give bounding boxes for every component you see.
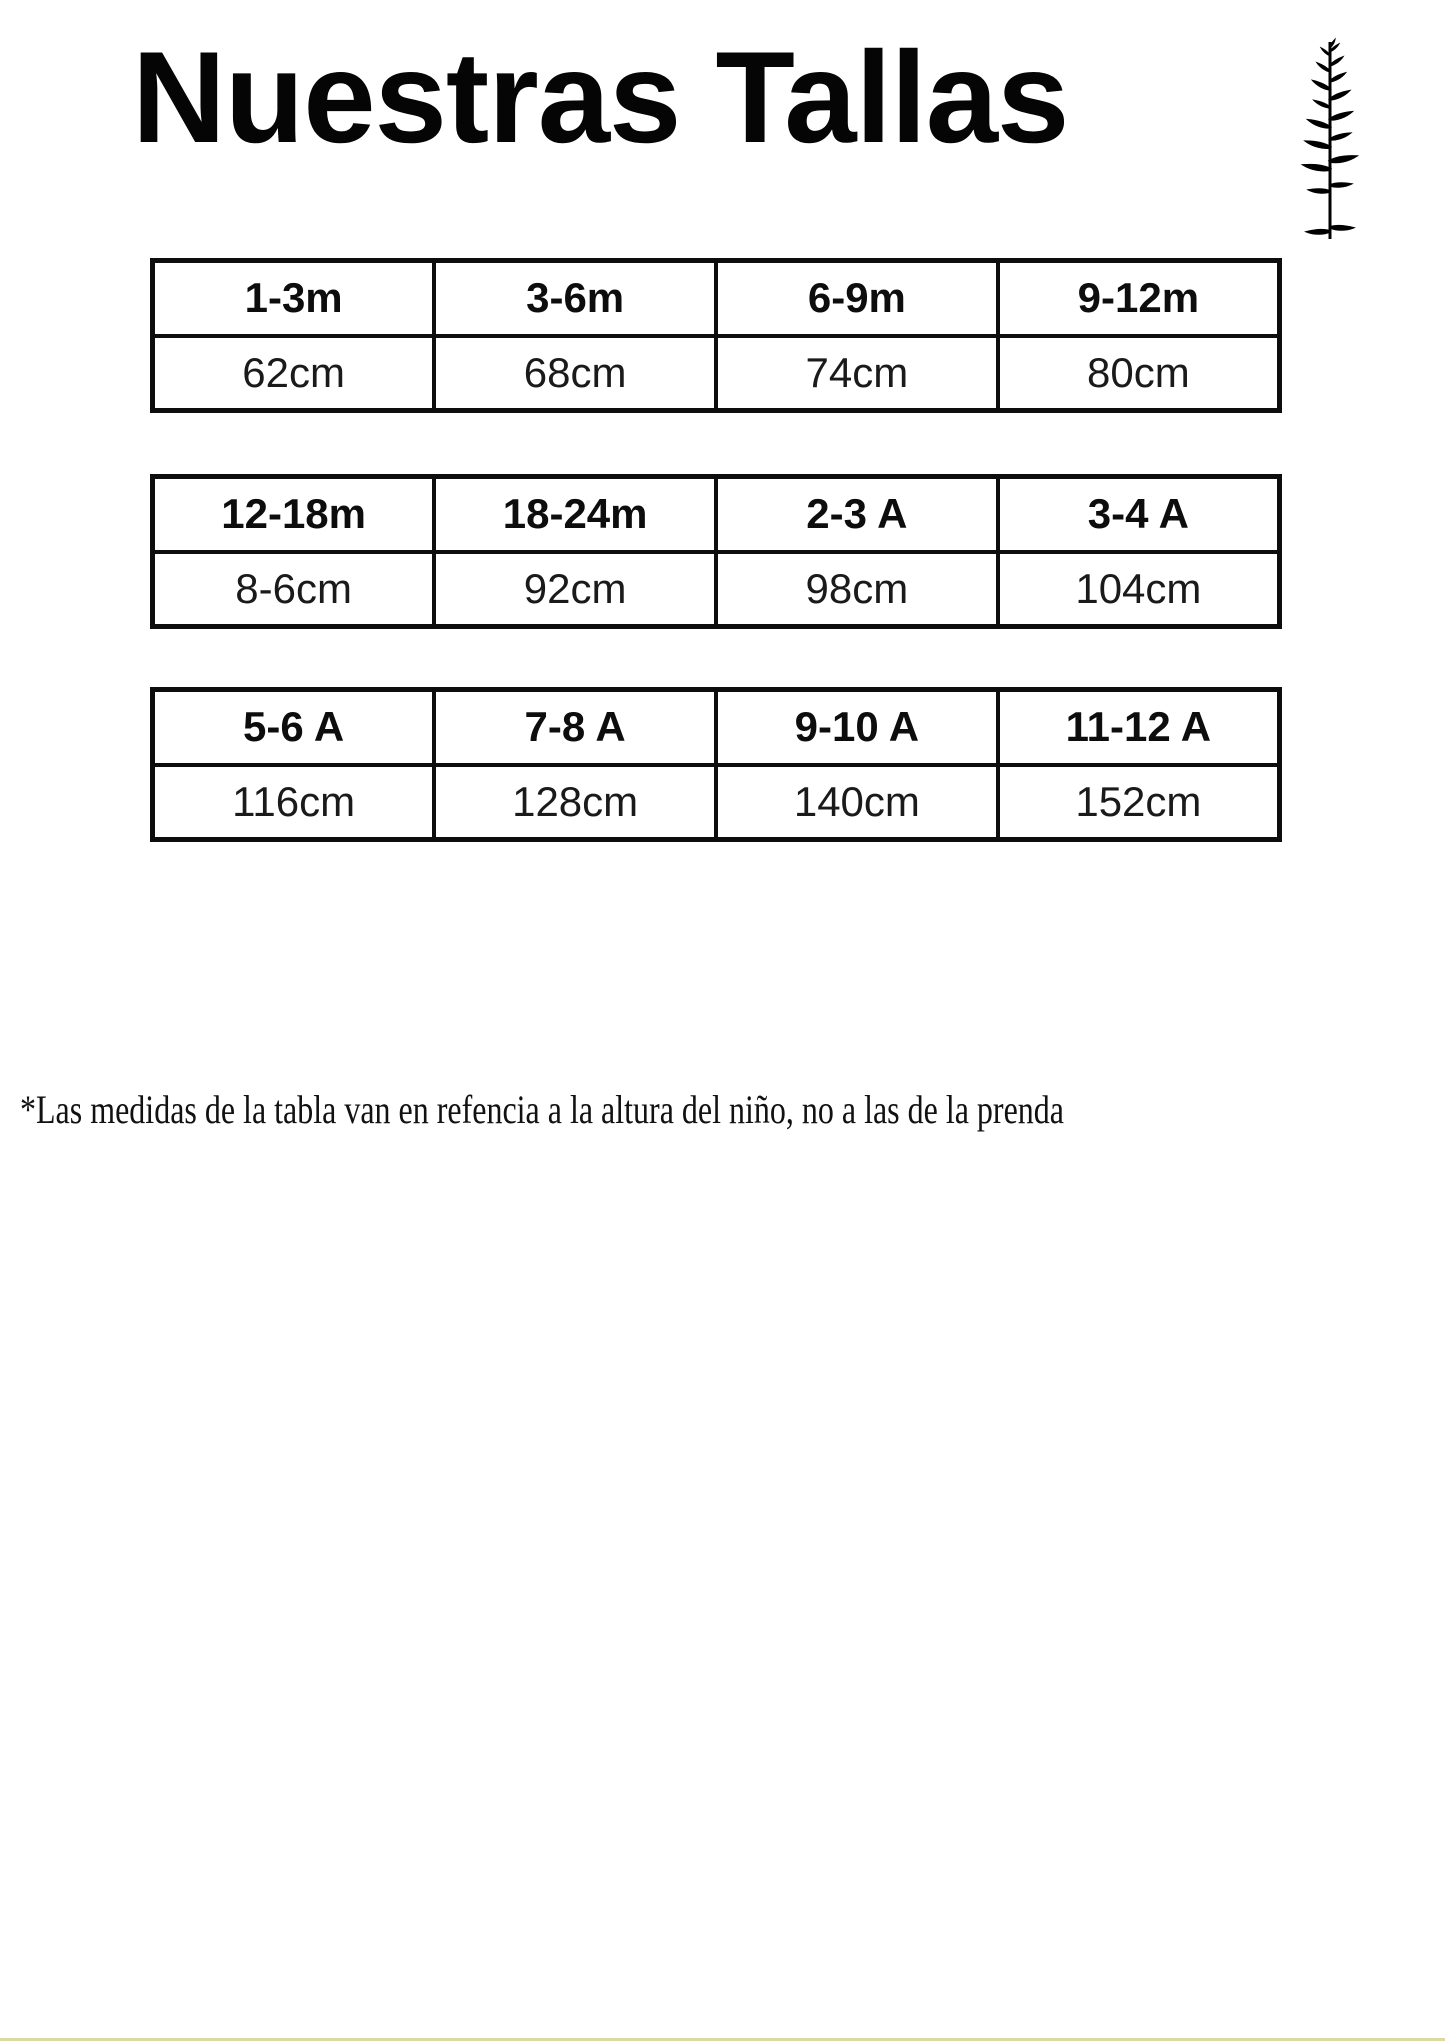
size-label: 12-18m [153,477,435,552]
height-value: 116cm [153,765,435,840]
height-value: 92cm [434,552,716,627]
size-table-months-1 [150,258,1282,413]
height-value: 8-6cm [153,552,435,627]
table-row [153,336,1280,411]
table-row [153,261,1280,336]
table-row [153,765,1280,840]
botanical-sprig-icon [1290,36,1370,241]
size-label: 11-12 A [998,690,1280,765]
height-value: 152cm [998,765,1280,840]
size-label: 9-10 A [716,690,998,765]
bottom-border-line [0,2038,1445,2041]
size-label: 7-8 A [434,690,716,765]
page-title: Nuestras Tallas [132,24,1069,170]
table-row [153,552,1280,627]
size-label: 1-3m [153,261,435,336]
measurement-footnote: *Las medidas de la tabla van en refencia a la altura del niño, no a las de la prenda [20,1087,1064,1132]
height-value: 62cm [153,336,435,411]
height-value: 98cm [716,552,998,627]
height-value: 104cm [998,552,1280,627]
size-label: 6-9m [716,261,998,336]
size-table-months-2 [150,474,1282,629]
size-label: 2-3 A [716,477,998,552]
height-value: 140cm [716,765,998,840]
size-label: 5-6 A [153,690,435,765]
height-value: 80cm [998,336,1280,411]
size-label: 9-12m [998,261,1280,336]
height-value: 128cm [434,765,716,840]
height-value: 74cm [716,336,998,411]
size-table-years [150,687,1282,842]
size-label: 3-6m [434,261,716,336]
height-value: 68cm [434,336,716,411]
table-row [153,477,1280,552]
table-row [153,690,1280,765]
size-label: 3-4 A [998,477,1280,552]
size-label: 18-24m [434,477,716,552]
